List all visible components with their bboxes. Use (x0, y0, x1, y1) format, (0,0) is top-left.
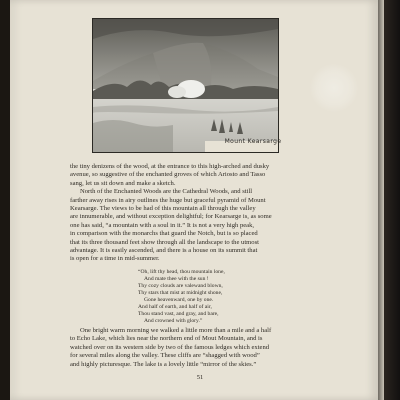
poem-line: And mate thee with the sun ! (144, 276, 209, 282)
book-page (10, 0, 378, 400)
poem-quote (138, 269, 328, 325)
text-line: advantage. It is easily ascended, and there is a house on its summit that (70, 247, 258, 255)
poem-line: Thy cozy clouds are valewand blown, (138, 283, 223, 289)
mountain-illustration (92, 18, 279, 153)
book-edge (384, 0, 400, 400)
text-line: in comparison with the monarchs that guard the Notch, but is so placed (70, 230, 258, 238)
book-gutter (378, 0, 384, 400)
poem-line: Gone heavenward, one by one. (144, 297, 214, 303)
poem-line: And crowned with glory.” (144, 318, 203, 324)
text-line: sang, let us sit down and make a sketch. (70, 179, 176, 187)
text-line: avenue, so suggestive of the enchanted groves of which Ariosto and Tasso (70, 171, 266, 179)
text-line: one has said, “a mountain with a soul in it.” It is not a very high peak, (70, 221, 255, 229)
text-line: North of the Enchanted Woods are the Cathedral Woods, and still (80, 188, 253, 196)
mountain-landscape-image (93, 19, 278, 152)
text-line: farther away rises in airy outlines the huge but graceful pyramid of Mount (70, 196, 266, 204)
text-line: watched over on its western side by two of the famous ledges which extend (70, 343, 270, 351)
text-line: to Echo Lake, which lies near the northern end of Mout Mountain, and is (70, 335, 263, 343)
text-line: are innumerable, and without exception delightful; for Kearsarge is, as some (70, 213, 272, 221)
paragraph-2 (70, 327, 332, 369)
text-line: that its three thousand feet show through all the landscape to the utmost (70, 238, 259, 246)
poem-line: And half of earth, and half of air, (138, 304, 212, 310)
text-line: is open for a time in mid-summer. (70, 255, 160, 263)
illustration-caption: Mount Kearsarge (224, 138, 282, 145)
page-number: 51 (196, 374, 204, 381)
paragraph-1 (70, 163, 332, 264)
poem-line: “Oh, lift thy head, thou mountain lone, (138, 269, 225, 275)
paper-stain (310, 64, 358, 112)
poem-line: Thou stand vast, and gray, and bare, (138, 311, 219, 317)
text-line: Kearsarge. The views to be had of this mountain all through the valley (70, 205, 256, 213)
text-line: for several miles along the valley. These cliffs are “shagged with wood” (70, 352, 260, 360)
poem-line: Thy stars that mist at midnight shone, (138, 290, 223, 296)
text-line: and highly picturesque. The lake is a lovely little “mirror of the skies.” (70, 360, 257, 368)
text-line: the tiny denizens of the wood, at the entrance to this high-arched and dusky (70, 163, 270, 170)
text-line: One bright warm morning we walked a little more than a mile and a half (80, 327, 272, 334)
